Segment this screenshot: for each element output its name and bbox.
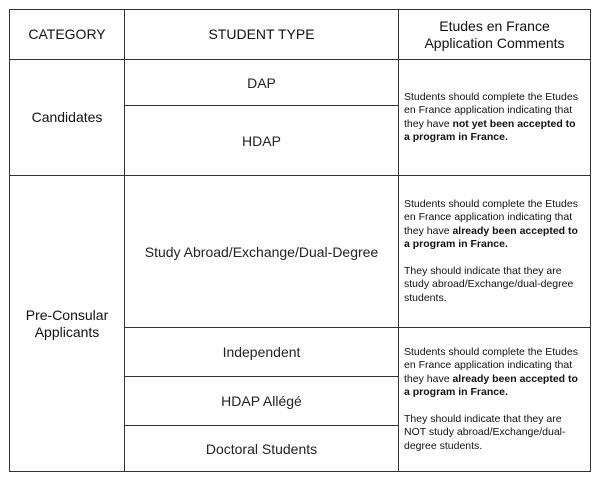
comment-bold-text: already been accepted to a program in France.: [404, 372, 578, 399]
comment-extra-text: They should indicate that they are NOT study abroad/Exchange/dual-degree students.: [404, 412, 566, 452]
category-pre-consular: Pre-Consular Applicants: [10, 176, 125, 472]
student-type-table: [9, 9, 591, 472]
comment-study-abroad: [399, 176, 591, 328]
header-student-type: STUDENT TYPE: [125, 10, 399, 60]
comment-extra-text: They should indicate that they are study abroad/Exchange/dual-degree students.: [404, 264, 574, 304]
comment-text: Students should complete the Etudes en France application indicating that they have: [404, 345, 578, 385]
comment-not-study-abroad: [399, 328, 591, 472]
student-type-independent: Independent: [125, 328, 399, 377]
header-category: CATEGORY: [10, 10, 125, 60]
comment-text: Students should complete the Etudes en France application indicating that they have: [404, 90, 578, 130]
student-type-hdap: HDAP: [125, 106, 399, 176]
table-row: [10, 176, 591, 328]
table-row: [10, 60, 591, 106]
comment-bold-text: already been accepted to a program in France.: [404, 224, 578, 251]
comment-bold-text: not yet been accepted to a program in France.: [404, 117, 576, 143]
student-type-study-abroad: Study Abroad/Exchange/Dual-Degree: [125, 176, 399, 328]
header-comments: Etudes en France Application Comments: [399, 10, 591, 60]
comment-text: Students should complete the Etudes en France application indicating that they have: [404, 197, 578, 237]
student-type-doctoral: Doctoral Students: [125, 426, 399, 472]
student-type-hdap-allege: HDAP Allégé: [125, 377, 399, 426]
comment-candidates: [399, 60, 591, 176]
header-row: [10, 10, 591, 60]
category-candidates: Candidates: [10, 60, 125, 176]
student-type-dap: DAP: [125, 60, 399, 106]
